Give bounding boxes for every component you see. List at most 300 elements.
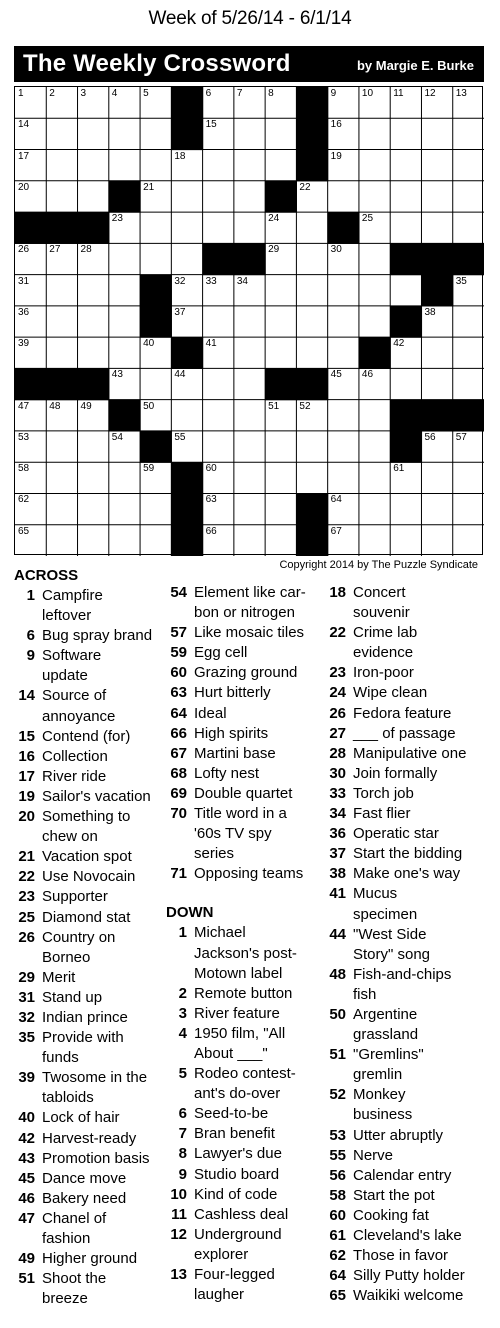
clue-line: specimen xyxy=(353,905,418,923)
grid-cell[interactable] xyxy=(109,337,140,368)
clue-line: Collection xyxy=(42,747,108,765)
clue-line: Start the pot xyxy=(353,1186,435,1204)
clue-number: 32 xyxy=(18,1008,35,1026)
grid-cell[interactable] xyxy=(390,275,421,306)
cell-number: 47 xyxy=(18,400,30,412)
grid-cell[interactable] xyxy=(421,306,452,337)
clue-number: 59 xyxy=(170,644,187,662)
grid-cell[interactable] xyxy=(234,493,265,524)
grid-cell[interactable] xyxy=(171,431,202,462)
grid-cell[interactable] xyxy=(359,431,390,462)
grid-cell[interactable] xyxy=(78,337,109,368)
grid-cell[interactable] xyxy=(453,275,484,306)
grid-cell[interactable] xyxy=(78,462,109,493)
grid-cell[interactable] xyxy=(171,275,202,306)
grid-cell[interactable] xyxy=(15,493,46,524)
grid-cell[interactable] xyxy=(46,525,77,556)
grid-cell[interactable] xyxy=(203,181,234,212)
grid-cell[interactable] xyxy=(359,212,390,243)
clue-number: 55 xyxy=(329,1146,346,1164)
cell-number: 42 xyxy=(393,338,405,350)
grid-cell[interactable] xyxy=(328,431,359,462)
clue-item xyxy=(14,1028,174,1068)
grid-cell[interactable] xyxy=(234,337,265,368)
grid-cell[interactable] xyxy=(328,150,359,181)
grid-cell[interactable] xyxy=(78,243,109,274)
clue-line: Use Novocain xyxy=(42,868,136,886)
cell-number: 3 xyxy=(80,88,87,99)
clue-text xyxy=(346,824,439,844)
grid-cell[interactable] xyxy=(140,493,171,524)
grid-cell[interactable] xyxy=(234,431,265,462)
grid-cell[interactable] xyxy=(296,337,327,368)
clue-text xyxy=(346,1266,465,1286)
grid-cell[interactable] xyxy=(359,306,390,337)
grid-cell[interactable] xyxy=(234,275,265,306)
grid-cell[interactable] xyxy=(234,525,265,556)
grid-cell[interactable] xyxy=(421,525,452,556)
grid-cell[interactable] xyxy=(390,181,421,212)
clue-number: 61 xyxy=(329,1227,346,1244)
clue-number: 39 xyxy=(18,1069,35,1087)
grid-cell[interactable] xyxy=(328,337,359,368)
clue-line: Cleveland's lake xyxy=(353,1227,462,1244)
grid-cell[interactable] xyxy=(359,493,390,524)
clue-number: 23 xyxy=(329,664,346,682)
grid-cell[interactable] xyxy=(46,493,77,524)
grid-cell[interactable] xyxy=(46,150,77,181)
clue-number: 17 xyxy=(18,767,35,785)
grid-cell[interactable] xyxy=(265,118,296,149)
grid-cell[interactable] xyxy=(78,493,109,524)
black-square xyxy=(140,306,172,338)
clue-text xyxy=(35,988,102,1008)
grid-cell[interactable] xyxy=(265,431,296,462)
clue-line: Source of xyxy=(42,687,107,705)
cell-number: 8 xyxy=(268,88,274,99)
clue-text xyxy=(346,583,410,623)
grid-cell[interactable] xyxy=(109,462,140,493)
clue-line: annoyance xyxy=(42,707,116,725)
across-clue-list xyxy=(14,586,174,1309)
cell-number: 12 xyxy=(424,88,436,99)
clue-text xyxy=(187,744,276,764)
clue-number: 38 xyxy=(329,865,346,883)
clue-item xyxy=(14,727,174,747)
grid-cell[interactable] xyxy=(453,87,484,118)
grid-cell[interactable] xyxy=(421,150,452,181)
grid-cell[interactable] xyxy=(109,525,140,556)
cell-number: 53 xyxy=(18,431,30,443)
clue-line: Lofty nest xyxy=(194,764,260,782)
grid-cell[interactable] xyxy=(328,400,359,431)
clue-item xyxy=(325,925,495,965)
grid-cell[interactable] xyxy=(171,400,202,431)
clue-line: Jackson's post- xyxy=(194,944,297,962)
grid-cell[interactable] xyxy=(171,243,202,274)
clue-line: souvenir xyxy=(353,604,410,622)
grid-cell[interactable] xyxy=(265,212,296,243)
grid-cell[interactable] xyxy=(15,400,46,431)
grid-cell[interactable] xyxy=(296,212,327,243)
grid-cell[interactable] xyxy=(203,87,234,118)
grid-cell[interactable] xyxy=(171,368,202,399)
grid-cell[interactable] xyxy=(453,431,484,462)
grid-cell[interactable] xyxy=(15,431,46,462)
cell-number: 61 xyxy=(393,463,405,475)
grid-cell[interactable] xyxy=(46,306,77,337)
grid-cell[interactable] xyxy=(234,181,265,212)
clue-number: 20 xyxy=(18,808,35,826)
grid-cell[interactable] xyxy=(171,306,202,337)
clue-line: funds xyxy=(42,1049,79,1067)
grid-cell[interactable] xyxy=(453,212,484,243)
grid-cell[interactable] xyxy=(328,181,359,212)
clue-text xyxy=(346,683,427,703)
black-square xyxy=(453,400,484,432)
grid-cell[interactable] xyxy=(234,306,265,337)
grid-cell[interactable] xyxy=(296,462,327,493)
grid-cell[interactable] xyxy=(203,306,234,337)
clue-text xyxy=(346,844,462,864)
grid-cell[interactable] xyxy=(234,87,265,118)
clue-number: 37 xyxy=(329,845,346,863)
clue-item xyxy=(325,704,495,724)
grid-cell[interactable] xyxy=(421,431,452,462)
clue-text xyxy=(346,1246,448,1266)
clue-number: 16 xyxy=(18,747,35,765)
grid-cell[interactable] xyxy=(453,368,484,399)
grid-cell[interactable] xyxy=(171,212,202,243)
clue-text xyxy=(346,965,451,1005)
grid-cell[interactable] xyxy=(46,275,77,306)
grid-cell[interactable] xyxy=(421,212,452,243)
grid-cell[interactable] xyxy=(296,275,327,306)
grid-cell[interactable] xyxy=(140,525,171,556)
grid-cell[interactable] xyxy=(328,493,359,524)
clue-number: 12 xyxy=(170,1225,187,1243)
grid-cell[interactable] xyxy=(328,525,359,556)
cell-number: 40 xyxy=(143,338,155,350)
clue-number: 49 xyxy=(18,1250,35,1268)
grid-cell[interactable] xyxy=(359,87,390,118)
grid-cell[interactable] xyxy=(390,525,421,556)
grid-cell[interactable] xyxy=(390,87,421,118)
clue-item xyxy=(325,1146,495,1166)
grid-cell[interactable] xyxy=(203,368,234,399)
grid-cell[interactable] xyxy=(234,400,265,431)
grid-cell[interactable] xyxy=(203,493,234,524)
clue-line: Those in favor xyxy=(353,1247,449,1265)
grid-cell[interactable] xyxy=(453,337,484,368)
clue-line: Vacation spot xyxy=(42,848,132,866)
grid-cell[interactable] xyxy=(265,525,296,556)
clue-item xyxy=(14,686,174,726)
grid-cell[interactable] xyxy=(296,400,327,431)
grid-cell[interactable] xyxy=(203,150,234,181)
grid-cell[interactable] xyxy=(234,212,265,243)
grid-cell[interactable] xyxy=(421,462,452,493)
grid-cell[interactable] xyxy=(203,337,234,368)
grid-cell[interactable] xyxy=(78,118,109,149)
grid-cell[interactable] xyxy=(15,118,46,149)
grid-cell[interactable] xyxy=(453,118,484,149)
grid-cell[interactable] xyxy=(359,462,390,493)
clue-line: laugher xyxy=(194,1286,245,1304)
grid-cell[interactable] xyxy=(328,368,359,399)
clue-number: 26 xyxy=(329,704,346,722)
grid-cell[interactable] xyxy=(265,462,296,493)
grid-cell[interactable] xyxy=(265,87,296,118)
grid-cell[interactable] xyxy=(140,400,171,431)
grid-cell[interactable] xyxy=(78,275,109,306)
grid-cell[interactable] xyxy=(15,87,46,118)
grid-cell[interactable] xyxy=(140,181,171,212)
clue-line: Promotion basis xyxy=(42,1149,150,1167)
grid-cell[interactable] xyxy=(140,368,171,399)
grid-cell[interactable] xyxy=(453,181,484,212)
grid-cell[interactable] xyxy=(78,150,109,181)
clue-number: 58 xyxy=(329,1186,346,1204)
grid-cell[interactable] xyxy=(265,275,296,306)
grid-cell[interactable] xyxy=(109,306,140,337)
clue-text xyxy=(346,623,417,663)
clue-line: breeze xyxy=(42,1290,88,1308)
grid-cell[interactable] xyxy=(140,243,171,274)
clue-text xyxy=(35,747,108,767)
cell-number: 25 xyxy=(361,213,374,225)
cell-number: 30 xyxy=(330,244,342,256)
cell-number: 31 xyxy=(18,275,30,287)
clue-text xyxy=(346,1226,462,1246)
grid-cell[interactable] xyxy=(140,118,171,149)
black-square xyxy=(421,243,453,275)
black-square xyxy=(296,525,328,556)
clue-line: Software xyxy=(42,647,102,665)
grid-cell[interactable] xyxy=(328,118,359,149)
grid-cell[interactable] xyxy=(140,150,171,181)
grid-cell[interactable] xyxy=(328,462,359,493)
grid-cell[interactable] xyxy=(453,525,484,556)
grid-cell[interactable] xyxy=(421,337,452,368)
clue-column-1 xyxy=(14,566,174,1309)
grid-cell[interactable] xyxy=(265,150,296,181)
grid-cell[interactable] xyxy=(15,181,46,212)
grid-cell[interactable] xyxy=(234,150,265,181)
clue-item xyxy=(166,683,331,703)
grid-cell[interactable] xyxy=(390,493,421,524)
clue-text xyxy=(35,1068,147,1108)
black-square xyxy=(171,525,203,556)
cell-number: 1 xyxy=(18,88,24,99)
clue-line: Double quartet xyxy=(194,784,293,802)
grid-cell[interactable] xyxy=(46,431,77,462)
clue-item xyxy=(325,663,495,683)
grid-cell[interactable] xyxy=(453,462,484,493)
grid-cell[interactable] xyxy=(390,118,421,149)
grid-cell[interactable] xyxy=(296,431,327,462)
grid-cell[interactable] xyxy=(171,150,202,181)
grid-cell[interactable] xyxy=(296,243,327,274)
cell-number: 46 xyxy=(361,369,374,381)
cell-number: 14 xyxy=(18,119,30,131)
clue-item xyxy=(325,1005,495,1045)
grid-cell[interactable] xyxy=(15,243,46,274)
grid-cell[interactable] xyxy=(140,212,171,243)
grid-cell[interactable] xyxy=(359,181,390,212)
grid-cell[interactable] xyxy=(359,368,390,399)
grid-cell[interactable] xyxy=(171,181,202,212)
clue-line: ___ of passage xyxy=(353,724,456,742)
clue-number: 44 xyxy=(329,925,346,943)
grid-cell[interactable] xyxy=(203,400,234,431)
grid-cell[interactable] xyxy=(15,525,46,556)
grid-cell[interactable] xyxy=(359,275,390,306)
clue-line: fish xyxy=(353,985,377,1003)
grid-cell[interactable] xyxy=(140,337,171,368)
clue-item xyxy=(325,1126,495,1146)
clue-number: 40 xyxy=(18,1109,35,1127)
grid-cell[interactable] xyxy=(359,243,390,274)
grid-cell[interactable] xyxy=(15,150,46,181)
clue-line: "West Side xyxy=(353,925,427,943)
grid-cell[interactable] xyxy=(78,181,109,212)
grid-cell[interactable] xyxy=(203,275,234,306)
clue-text xyxy=(35,1209,106,1249)
grid-cell[interactable] xyxy=(109,87,140,118)
grid-cell[interactable] xyxy=(390,368,421,399)
grid-cell[interactable] xyxy=(203,462,234,493)
grid-cell[interactable] xyxy=(421,87,452,118)
grid-cell[interactable] xyxy=(390,150,421,181)
clue-line: Fedora feature xyxy=(353,704,452,722)
clue-item xyxy=(14,1149,174,1169)
grid-cell[interactable] xyxy=(109,212,140,243)
grid-cell[interactable] xyxy=(265,400,296,431)
grid-cell[interactable] xyxy=(15,306,46,337)
grid-cell[interactable] xyxy=(46,118,77,149)
clue-number: 30 xyxy=(329,764,346,782)
grid-cell[interactable] xyxy=(265,306,296,337)
clue-text xyxy=(187,864,303,884)
cell-number: 52 xyxy=(299,400,311,412)
clue-number: 33 xyxy=(329,784,346,802)
grid-cell[interactable] xyxy=(390,212,421,243)
grid-cell[interactable] xyxy=(234,118,265,149)
clue-item xyxy=(325,965,495,1005)
clue-line: Iron-poor xyxy=(353,664,414,682)
clue-number: 31 xyxy=(18,988,35,1006)
grid-cell[interactable] xyxy=(203,431,234,462)
grid-cell[interactable] xyxy=(453,150,484,181)
grid-cell[interactable] xyxy=(78,400,109,431)
black-square xyxy=(78,368,110,400)
clue-item xyxy=(166,923,331,983)
grid-cell[interactable] xyxy=(328,243,359,274)
grid-cell[interactable] xyxy=(296,181,327,212)
clue-text xyxy=(187,1064,296,1104)
grid-cell[interactable] xyxy=(15,337,46,368)
clue-item xyxy=(14,1189,174,1209)
grid-cell[interactable] xyxy=(109,275,140,306)
grid-cell[interactable] xyxy=(359,525,390,556)
clue-number: 13 xyxy=(170,1266,187,1283)
grid-cell[interactable] xyxy=(328,306,359,337)
grid-cell[interactable] xyxy=(359,400,390,431)
grid-cell[interactable] xyxy=(328,275,359,306)
grid-cell[interactable] xyxy=(421,118,452,149)
grid-cell[interactable] xyxy=(46,181,77,212)
clue-text xyxy=(187,1185,277,1205)
cell-number: 13 xyxy=(455,88,467,99)
grid-cell[interactable] xyxy=(234,368,265,399)
grid-cell[interactable] xyxy=(78,306,109,337)
grid-cell[interactable] xyxy=(265,493,296,524)
clue-text xyxy=(346,724,456,744)
grid-cell[interactable] xyxy=(109,493,140,524)
grid-cell[interactable] xyxy=(234,462,265,493)
grid-cell[interactable] xyxy=(203,212,234,243)
clue-item xyxy=(325,804,495,824)
grid-cell[interactable] xyxy=(421,368,452,399)
grid-cell[interactable] xyxy=(265,337,296,368)
grid-cell[interactable] xyxy=(109,150,140,181)
grid-cell[interactable] xyxy=(328,87,359,118)
grid-cell[interactable] xyxy=(109,368,140,399)
grid-cell[interactable] xyxy=(453,493,484,524)
grid-cell[interactable] xyxy=(140,462,171,493)
grid-cell[interactable] xyxy=(78,431,109,462)
black-square xyxy=(46,368,78,400)
clue-line: Merit xyxy=(42,968,76,986)
cell-number: 34 xyxy=(236,275,248,287)
grid-cell[interactable] xyxy=(453,306,484,337)
grid-cell[interactable] xyxy=(109,431,140,462)
grid-cell[interactable] xyxy=(15,462,46,493)
clue-line: Contend (for) xyxy=(42,727,131,745)
clue-line: '60s TV spy xyxy=(194,825,272,843)
grid-cell[interactable] xyxy=(46,243,77,274)
grid-cell[interactable] xyxy=(265,243,296,274)
grid-cell[interactable] xyxy=(203,118,234,149)
cell-number: 20 xyxy=(18,181,30,193)
grid-cell[interactable] xyxy=(78,525,109,556)
clue-text xyxy=(187,804,287,864)
grid-cell[interactable] xyxy=(421,493,452,524)
grid-cell[interactable] xyxy=(46,87,77,118)
grid-cell[interactable] xyxy=(359,150,390,181)
grid-cell[interactable] xyxy=(46,462,77,493)
clue-text xyxy=(187,1225,282,1265)
grid-cell[interactable] xyxy=(421,181,452,212)
grid-cell[interactable] xyxy=(203,525,234,556)
clue-line: Start the bidding xyxy=(353,845,463,863)
grid-cell[interactable] xyxy=(15,275,46,306)
grid-cell[interactable] xyxy=(390,462,421,493)
grid-cell[interactable] xyxy=(296,306,327,337)
grid-cell[interactable] xyxy=(109,243,140,274)
grid-cell[interactable] xyxy=(140,87,171,118)
clue-number: 42 xyxy=(18,1129,35,1147)
grid-cell[interactable] xyxy=(46,400,77,431)
grid-cell[interactable] xyxy=(109,118,140,149)
clue-line: Grazing ground xyxy=(194,664,298,682)
grid-cell[interactable] xyxy=(46,337,77,368)
grid-cell[interactable] xyxy=(359,118,390,149)
grid-cell[interactable] xyxy=(390,337,421,368)
grid-cell[interactable] xyxy=(78,87,109,118)
cell-number: 36 xyxy=(18,306,30,318)
